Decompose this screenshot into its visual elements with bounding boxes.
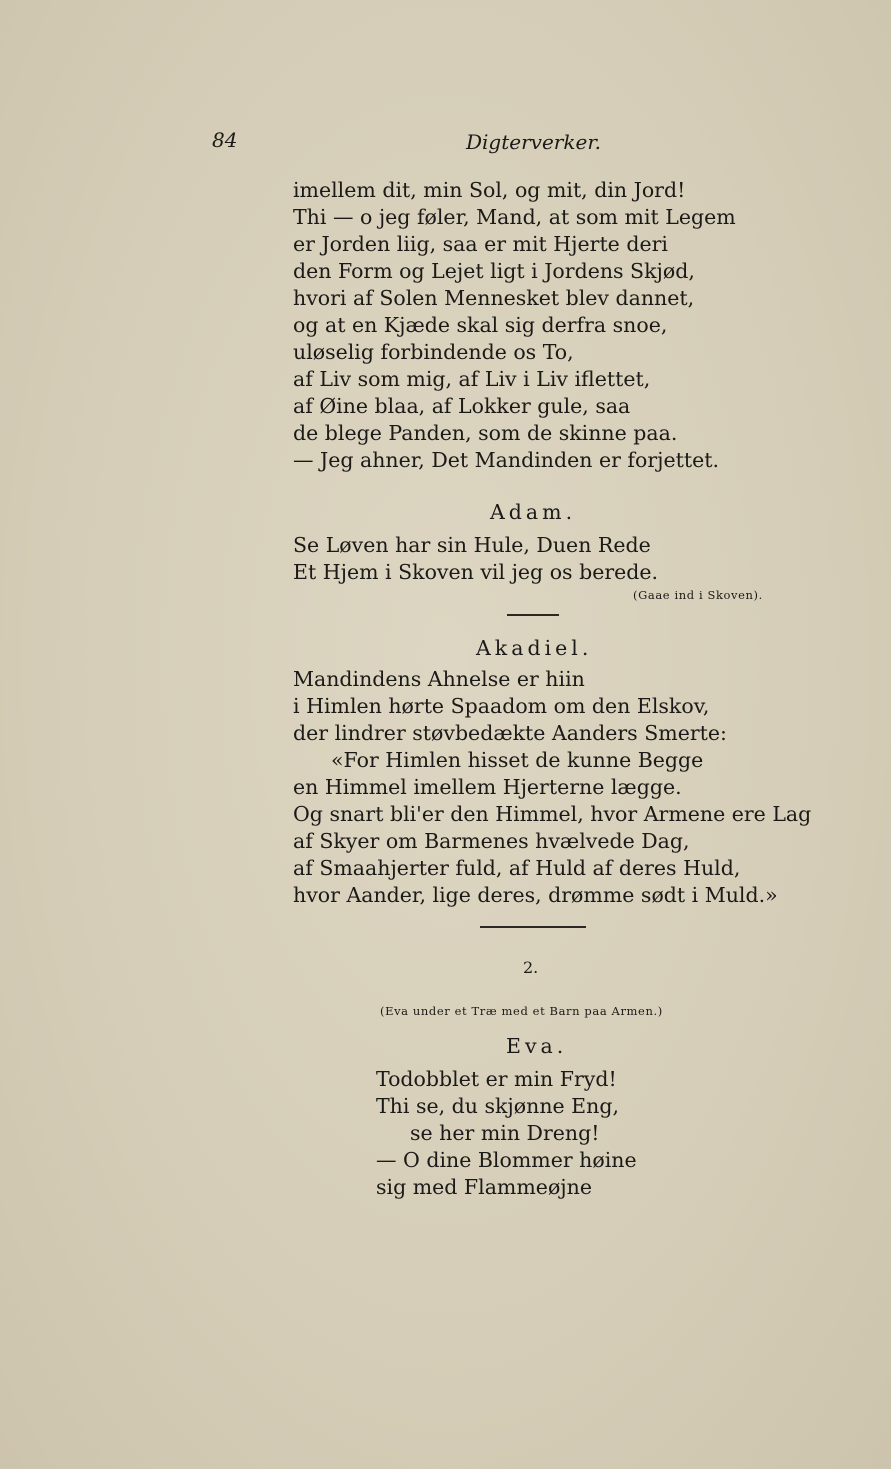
section-number: 2. (523, 958, 539, 977)
verse-line: Todobblet er min Fryd! (376, 1067, 617, 1091)
verse-line: er Jorden liig, saa er mit Hjerte deri (293, 232, 668, 256)
speaker-akadiel: Akadiel. (476, 636, 593, 660)
verse-line: imellem dit, min Sol, og mit, din Jord! (293, 178, 686, 202)
verse-line: de blege Panden, som de skinne paa. (293, 421, 678, 445)
divider-rule (480, 926, 586, 928)
speaker-eva: Eva. (506, 1034, 568, 1058)
verse-line: Thi — o jeg føler, Mand, at som mit Legem (293, 205, 736, 229)
verse-block-akadiel (293, 666, 811, 909)
divider-rule (507, 614, 559, 616)
verse-line: se her min Dreng! (410, 1121, 600, 1145)
verse-line: en Himmel imellem Hjerterne lægge. (293, 775, 682, 799)
verse-line: den Form og Lejet ligt i Jordens Skjød, (293, 259, 695, 283)
verse-line: Og snart bli'er den Himmel, hvor Armene ere Lag (293, 802, 812, 826)
verse-line: Thi se, du skjønne Eng, (376, 1094, 619, 1118)
verse-line: hvori af Solen Mennesket blev dannet, (293, 286, 695, 310)
verse-block-eva (376, 1066, 637, 1201)
stage-direction: (Eva under et Træ med et Barn paa Armen.) (380, 1004, 663, 1018)
verse-line: Mandindens Ahnelse er hiin (293, 667, 585, 691)
running-title: Digterverker. (466, 130, 602, 154)
verse-line: i Himlen hørte Spaadom om den Elskov, (293, 694, 710, 718)
page-number: 84 (212, 128, 238, 152)
verse-line: Et Hjem i Skoven vil jeg os berede. (293, 560, 659, 584)
verse-line: af Liv som mig, af Liv i Liv iflettet, (293, 367, 651, 391)
verse-line: — O dine Blommer høine (376, 1148, 637, 1172)
verse-line: uløselig forbindende os To, (293, 340, 574, 364)
verse-line: hvor Aander, lige deres, drømme sødt i Muld.» (293, 883, 778, 907)
verse-line: og at en Kjæde skal sig derfra snoe, (293, 313, 668, 337)
stage-direction: (Gaae ind i Skoven). (633, 588, 763, 602)
verse-line: af Øine blaa, af Lokker gule, saa (293, 394, 631, 418)
verse-line: Se Løven har sin Hule, Duen Rede (293, 533, 651, 557)
verse-line: der lindrer støvbedækte Aanders Smerte: (293, 721, 727, 745)
speaker-adam: Adam. (490, 500, 577, 524)
verse-line: sig med Flammeøjne (376, 1175, 592, 1199)
verse-line: — Jeg ahner, Det Mandinden er forjettet. (293, 448, 719, 472)
verse-block-1 (293, 177, 736, 474)
verse-line: af Skyer om Barmenes hvælvede Dag, (293, 829, 690, 853)
verse-line: «For Himlen hisset de kunne Begge (331, 748, 704, 772)
verse-line: af Smaahjerter fuld, af Huld af deres Huld, (293, 856, 741, 880)
verse-block-adam (293, 532, 658, 586)
